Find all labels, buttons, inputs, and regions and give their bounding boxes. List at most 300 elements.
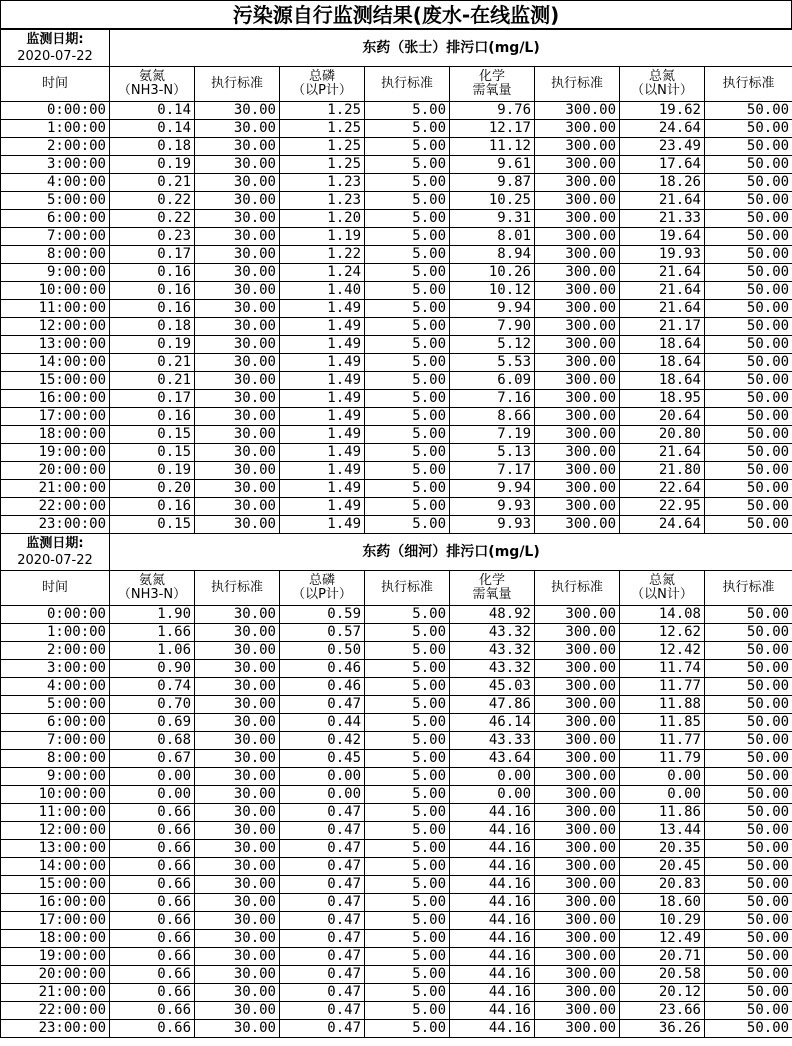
cell-nitrogen: 21.33 — [620, 210, 705, 228]
cell-cod-standard: 300.00 — [535, 642, 620, 660]
cell-ammonia: 0.14 — [110, 102, 195, 120]
column-header-ammonia-standard — [195, 67, 280, 102]
cell-ammonia-standard: 30.00 — [195, 660, 280, 678]
cell-nitrogen-standard: 50.00 — [705, 930, 792, 948]
cell-ammonia: 0.19 — [110, 156, 195, 174]
cell-cod-standard: 300.00 — [535, 390, 620, 408]
outlet-name: 东药（细河）排污口(mg/L) — [110, 534, 792, 571]
cell-cod: 44.16 — [450, 912, 535, 930]
cell-cod-standard: 300.00 — [535, 858, 620, 876]
cell-phosphorus: 1.49 — [280, 318, 365, 336]
cell-nitrogen-standard: 50.00 — [705, 228, 792, 246]
column-header-nitrogen — [620, 571, 705, 606]
cell-time: 10:00:00 — [1, 282, 110, 300]
table-row — [1, 786, 792, 804]
cell-phosphorus-standard: 5.00 — [365, 192, 450, 210]
cell-cod-standard: 300.00 — [535, 282, 620, 300]
cell-nitrogen-standard: 50.00 — [705, 138, 792, 156]
cell-phosphorus: 1.49 — [280, 354, 365, 372]
column-header-nitrogen-standard — [705, 67, 792, 102]
cell-phosphorus: 0.00 — [280, 768, 365, 786]
cell-phosphorus-standard: 5.00 — [365, 1002, 450, 1020]
cell-phosphorus: 0.44 — [280, 714, 365, 732]
cell-ammonia: 0.70 — [110, 696, 195, 714]
cell-ammonia: 0.66 — [110, 948, 195, 966]
column-header-phosphorus — [280, 67, 365, 102]
cell-phosphorus-standard: 5.00 — [365, 858, 450, 876]
table-row — [1, 822, 792, 840]
cell-phosphorus-standard: 5.00 — [365, 480, 450, 498]
cell-cod: 44.16 — [450, 840, 535, 858]
cell-phosphorus: 1.25 — [280, 138, 365, 156]
column-header-line1: 化学 — [478, 69, 505, 84]
table-row — [1, 462, 792, 480]
cell-ammonia-standard: 30.00 — [195, 1020, 280, 1038]
cell-phosphorus-standard: 5.00 — [365, 1020, 450, 1038]
column-header-cod-standard — [535, 571, 620, 606]
table-row — [1, 300, 792, 318]
column-header-phosphorus-standard — [365, 67, 450, 102]
cell-cod-standard: 300.00 — [535, 336, 620, 354]
column-header-phosphorus-standard — [365, 571, 450, 606]
cell-cod: 5.53 — [450, 354, 535, 372]
cell-time: 10:00:00 — [1, 786, 110, 804]
column-header-line2: 需氧量 — [472, 587, 512, 602]
cell-phosphorus-standard: 5.00 — [365, 624, 450, 642]
cell-nitrogen: 21.64 — [620, 282, 705, 300]
cell-nitrogen: 11.86 — [620, 804, 705, 822]
cell-ammonia: 0.17 — [110, 246, 195, 264]
cell-time: 4:00:00 — [1, 174, 110, 192]
cell-cod: 44.16 — [450, 948, 535, 966]
cell-cod-standard: 300.00 — [535, 264, 620, 282]
cell-ammonia: 0.66 — [110, 912, 195, 930]
cell-nitrogen-standard: 50.00 — [705, 984, 792, 1002]
cell-nitrogen-standard: 50.00 — [705, 732, 792, 750]
cell-cod: 44.16 — [450, 876, 535, 894]
table-row — [1, 840, 792, 858]
cell-phosphorus: 1.25 — [280, 120, 365, 138]
cell-nitrogen-standard: 50.00 — [705, 408, 792, 426]
monitor-date-label: 监测日期: — [26, 536, 84, 551]
cell-cod: 48.92 — [450, 606, 535, 624]
cell-time: 19:00:00 — [1, 948, 110, 966]
cell-cod-standard: 300.00 — [535, 174, 620, 192]
cell-ammonia: 1.06 — [110, 642, 195, 660]
cell-ammonia-standard: 30.00 — [195, 696, 280, 714]
cell-time: 3:00:00 — [1, 660, 110, 678]
cell-nitrogen-standard: 50.00 — [705, 318, 792, 336]
cell-phosphorus-standard: 5.00 — [365, 318, 450, 336]
monitoring-table — [0, 29, 792, 1038]
cell-phosphorus: 1.49 — [280, 444, 365, 462]
cell-ammonia-standard: 30.00 — [195, 264, 280, 282]
cell-phosphorus: 1.49 — [280, 336, 365, 354]
cell-time: 17:00:00 — [1, 408, 110, 426]
cell-nitrogen-standard: 50.00 — [705, 372, 792, 390]
cell-phosphorus: 0.47 — [280, 930, 365, 948]
cell-phosphorus-standard: 5.00 — [365, 246, 450, 264]
cell-phosphorus-standard: 5.00 — [365, 156, 450, 174]
cell-cod: 44.16 — [450, 804, 535, 822]
table-row — [1, 156, 792, 174]
cell-nitrogen: 17.64 — [620, 156, 705, 174]
table-row — [1, 426, 792, 444]
cell-cod-standard: 300.00 — [535, 462, 620, 480]
cell-nitrogen-standard: 50.00 — [705, 642, 792, 660]
table-row — [1, 264, 792, 282]
monitor-date-value: 2020-07-22 — [17, 553, 93, 568]
cell-nitrogen-standard: 50.00 — [705, 948, 792, 966]
cell-cod: 43.64 — [450, 750, 535, 768]
cell-phosphorus-standard: 5.00 — [365, 462, 450, 480]
cell-cod: 9.93 — [450, 516, 535, 534]
column-header-line2: （以P计） — [292, 83, 352, 98]
cell-ammonia-standard: 30.00 — [195, 300, 280, 318]
cell-ammonia: 0.90 — [110, 660, 195, 678]
cell-cod: 9.87 — [450, 174, 535, 192]
column-header-line1: 执行标准 — [722, 76, 775, 91]
cell-phosphorus: 0.47 — [280, 912, 365, 930]
monitor-date-cell — [1, 534, 110, 571]
cell-ammonia: 0.68 — [110, 732, 195, 750]
cell-cod-standard: 300.00 — [535, 354, 620, 372]
cell-phosphorus-standard: 5.00 — [365, 300, 450, 318]
cell-ammonia: 0.23 — [110, 228, 195, 246]
cell-ammonia-standard: 30.00 — [195, 228, 280, 246]
cell-ammonia-standard: 30.00 — [195, 156, 280, 174]
cell-nitrogen: 24.64 — [620, 516, 705, 534]
cell-ammonia-standard: 30.00 — [195, 966, 280, 984]
cell-phosphorus-standard: 5.00 — [365, 120, 450, 138]
cell-ammonia: 0.16 — [110, 282, 195, 300]
cell-ammonia-standard: 30.00 — [195, 426, 280, 444]
cell-cod-standard: 300.00 — [535, 624, 620, 642]
cell-ammonia: 0.66 — [110, 858, 195, 876]
cell-nitrogen: 21.64 — [620, 264, 705, 282]
cell-phosphorus-standard: 5.00 — [365, 372, 450, 390]
cell-cod: 5.13 — [450, 444, 535, 462]
cell-cod: 9.93 — [450, 498, 535, 516]
cell-nitrogen: 11.74 — [620, 660, 705, 678]
column-header-line1: 执行标准 — [210, 76, 263, 91]
cell-cod-standard: 300.00 — [535, 606, 620, 624]
cell-time: 5:00:00 — [1, 696, 110, 714]
cell-cod: 44.16 — [450, 1020, 535, 1038]
cell-cod: 8.94 — [450, 246, 535, 264]
cell-nitrogen: 20.80 — [620, 426, 705, 444]
cell-time: 2:00:00 — [1, 642, 110, 660]
cell-cod-standard: 300.00 — [535, 804, 620, 822]
table-row — [1, 192, 792, 210]
cell-ammonia: 0.00 — [110, 786, 195, 804]
cell-nitrogen: 18.26 — [620, 174, 705, 192]
cell-time: 13:00:00 — [1, 336, 110, 354]
cell-ammonia: 0.74 — [110, 678, 195, 696]
table-row — [1, 516, 792, 534]
cell-time: 18:00:00 — [1, 426, 110, 444]
cell-cod: 43.32 — [450, 624, 535, 642]
cell-ammonia-standard: 30.00 — [195, 768, 280, 786]
cell-time: 6:00:00 — [1, 210, 110, 228]
cell-phosphorus: 0.00 — [280, 786, 365, 804]
cell-phosphorus-standard: 5.00 — [365, 642, 450, 660]
cell-cod: 8.01 — [450, 228, 535, 246]
cell-phosphorus: 1.49 — [280, 480, 365, 498]
column-header-line1: 总磷 — [308, 573, 335, 588]
table-row — [1, 858, 792, 876]
cell-time: 12:00:00 — [1, 822, 110, 840]
cell-phosphorus: 1.49 — [280, 372, 365, 390]
cell-time: 19:00:00 — [1, 444, 110, 462]
cell-ammonia: 0.66 — [110, 1002, 195, 1020]
cell-ammonia-standard: 30.00 — [195, 102, 280, 120]
table-row — [1, 732, 792, 750]
cell-cod: 7.17 — [450, 462, 535, 480]
cell-nitrogen: 18.60 — [620, 894, 705, 912]
cell-cod-standard: 300.00 — [535, 840, 620, 858]
cell-cod-standard: 300.00 — [535, 1020, 620, 1038]
column-header-cod-standard — [535, 67, 620, 102]
cell-phosphorus: 0.50 — [280, 642, 365, 660]
cell-nitrogen: 0.00 — [620, 786, 705, 804]
cell-phosphorus-standard: 5.00 — [365, 804, 450, 822]
cell-ammonia: 0.18 — [110, 318, 195, 336]
column-header-line1: 化学 — [478, 573, 505, 588]
cell-phosphorus-standard: 5.00 — [365, 174, 450, 192]
column-header-time — [1, 571, 110, 606]
cell-nitrogen: 20.58 — [620, 966, 705, 984]
cell-nitrogen-standard: 50.00 — [705, 768, 792, 786]
table-row — [1, 1020, 792, 1038]
cell-ammonia-standard: 30.00 — [195, 210, 280, 228]
cell-phosphorus: 1.49 — [280, 390, 365, 408]
table-row — [1, 228, 792, 246]
cell-cod-standard: 300.00 — [535, 444, 620, 462]
cell-cod-standard: 300.00 — [535, 228, 620, 246]
cell-time: 11:00:00 — [1, 300, 110, 318]
cell-nitrogen-standard: 50.00 — [705, 246, 792, 264]
cell-ammonia: 0.66 — [110, 876, 195, 894]
column-header-nitrogen-standard — [705, 571, 792, 606]
cell-phosphorus: 0.45 — [280, 750, 365, 768]
cell-nitrogen: 20.12 — [620, 984, 705, 1002]
cell-nitrogen: 12.62 — [620, 624, 705, 642]
cell-cod: 43.33 — [450, 732, 535, 750]
cell-cod-standard: 300.00 — [535, 138, 620, 156]
cell-ammonia-standard: 30.00 — [195, 372, 280, 390]
table-row — [1, 246, 792, 264]
cell-nitrogen: 18.95 — [620, 390, 705, 408]
cell-cod-standard: 300.00 — [535, 516, 620, 534]
cell-time: 20:00:00 — [1, 966, 110, 984]
cell-nitrogen: 13.44 — [620, 822, 705, 840]
cell-time: 21:00:00 — [1, 480, 110, 498]
cell-nitrogen-standard: 50.00 — [705, 210, 792, 228]
cell-ammonia-standard: 30.00 — [195, 984, 280, 1002]
table-row — [1, 1002, 792, 1020]
cell-phosphorus: 1.40 — [280, 282, 365, 300]
cell-ammonia-standard: 30.00 — [195, 444, 280, 462]
cell-phosphorus-standard: 5.00 — [365, 678, 450, 696]
cell-nitrogen: 12.49 — [620, 930, 705, 948]
cell-nitrogen-standard: 50.00 — [705, 696, 792, 714]
cell-phosphorus-standard: 5.00 — [365, 822, 450, 840]
column-header-line1: 氨氮 — [138, 573, 165, 588]
cell-nitrogen-standard: 50.00 — [705, 966, 792, 984]
cell-cod: 10.26 — [450, 264, 535, 282]
cell-nitrogen-standard: 50.00 — [705, 894, 792, 912]
cell-phosphorus: 0.47 — [280, 822, 365, 840]
cell-time: 20:00:00 — [1, 462, 110, 480]
cell-cod-standard: 300.00 — [535, 102, 620, 120]
column-header-line2: （以N计） — [631, 587, 693, 602]
cell-ammonia: 0.22 — [110, 192, 195, 210]
table-row — [1, 750, 792, 768]
table-row — [1, 714, 792, 732]
cell-nitrogen-standard: 50.00 — [705, 354, 792, 372]
cell-nitrogen-standard: 50.00 — [705, 624, 792, 642]
cell-ammonia: 0.21 — [110, 372, 195, 390]
cell-phosphorus: 0.47 — [280, 804, 365, 822]
cell-nitrogen-standard: 50.00 — [705, 858, 792, 876]
cell-ammonia: 0.66 — [110, 804, 195, 822]
cell-cod-standard: 300.00 — [535, 372, 620, 390]
cell-time: 15:00:00 — [1, 372, 110, 390]
column-header-line1: 执行标准 — [380, 580, 433, 595]
column-header-ammonia — [110, 571, 195, 606]
cell-ammonia-standard: 30.00 — [195, 516, 280, 534]
cell-phosphorus-standard: 5.00 — [365, 426, 450, 444]
cell-ammonia: 0.15 — [110, 426, 195, 444]
cell-ammonia-standard: 30.00 — [195, 606, 280, 624]
cell-ammonia: 0.66 — [110, 840, 195, 858]
cell-nitrogen-standard: 50.00 — [705, 282, 792, 300]
table-row — [1, 102, 792, 120]
cell-nitrogen: 11.85 — [620, 714, 705, 732]
cell-ammonia: 0.67 — [110, 750, 195, 768]
cell-ammonia: 0.14 — [110, 120, 195, 138]
cell-nitrogen: 14.08 — [620, 606, 705, 624]
cell-cod: 44.16 — [450, 984, 535, 1002]
column-header-line1: 执行标准 — [380, 76, 433, 91]
cell-phosphorus: 1.49 — [280, 408, 365, 426]
cell-nitrogen: 21.64 — [620, 300, 705, 318]
cell-cod-standard: 300.00 — [535, 912, 620, 930]
cell-phosphorus: 0.47 — [280, 1002, 365, 1020]
cell-phosphorus: 1.25 — [280, 102, 365, 120]
cell-time: 21:00:00 — [1, 984, 110, 1002]
cell-time: 17:00:00 — [1, 912, 110, 930]
cell-ammonia-standard: 30.00 — [195, 336, 280, 354]
cell-nitrogen: 23.49 — [620, 138, 705, 156]
cell-cod: 0.00 — [450, 768, 535, 786]
table-body — [1, 30, 792, 1038]
cell-phosphorus-standard: 5.00 — [365, 606, 450, 624]
cell-phosphorus-standard: 5.00 — [365, 930, 450, 948]
cell-cod-standard: 300.00 — [535, 786, 620, 804]
cell-ammonia: 0.66 — [110, 984, 195, 1002]
cell-nitrogen-standard: 50.00 — [705, 192, 792, 210]
cell-time: 1:00:00 — [1, 120, 110, 138]
cell-cod-standard: 300.00 — [535, 318, 620, 336]
cell-nitrogen: 21.80 — [620, 462, 705, 480]
cell-phosphorus-standard: 5.00 — [365, 498, 450, 516]
cell-ammonia-standard: 30.00 — [195, 804, 280, 822]
table-row — [1, 912, 792, 930]
table-row — [1, 624, 792, 642]
cell-nitrogen-standard: 50.00 — [705, 426, 792, 444]
cell-cod-standard: 300.00 — [535, 120, 620, 138]
table-row — [1, 768, 792, 786]
cell-cod: 6.09 — [450, 372, 535, 390]
cell-nitrogen: 19.93 — [620, 246, 705, 264]
cell-cod: 8.66 — [450, 408, 535, 426]
cell-ammonia-standard: 30.00 — [195, 894, 280, 912]
cell-nitrogen: 11.77 — [620, 732, 705, 750]
table-row — [1, 444, 792, 462]
column-header-line1: 执行标准 — [210, 580, 263, 595]
table-row — [1, 174, 792, 192]
cell-ammonia-standard: 30.00 — [195, 1002, 280, 1020]
column-header-line2: （NH3-N） — [117, 83, 187, 98]
cell-time: 5:00:00 — [1, 192, 110, 210]
cell-ammonia-standard: 30.00 — [195, 462, 280, 480]
cell-nitrogen-standard: 50.00 — [705, 750, 792, 768]
cell-phosphorus-standard: 5.00 — [365, 336, 450, 354]
cell-phosphorus-standard: 5.00 — [365, 516, 450, 534]
cell-nitrogen: 23.66 — [620, 1002, 705, 1020]
cell-phosphorus-standard: 5.00 — [365, 408, 450, 426]
cell-ammonia: 0.66 — [110, 894, 195, 912]
cell-nitrogen: 24.64 — [620, 120, 705, 138]
cell-ammonia-standard: 30.00 — [195, 408, 280, 426]
table-row — [1, 120, 792, 138]
cell-cod: 44.16 — [450, 966, 535, 984]
table-row — [1, 948, 792, 966]
column-header-cod — [450, 571, 535, 606]
cell-time: 14:00:00 — [1, 354, 110, 372]
table-row — [1, 318, 792, 336]
cell-nitrogen: 21.64 — [620, 444, 705, 462]
cell-cod-standard: 300.00 — [535, 750, 620, 768]
cell-cod: 10.25 — [450, 192, 535, 210]
cell-phosphorus-standard: 5.00 — [365, 840, 450, 858]
cell-nitrogen-standard: 50.00 — [705, 822, 792, 840]
cell-phosphorus-standard: 5.00 — [365, 696, 450, 714]
cell-ammonia-standard: 30.00 — [195, 642, 280, 660]
table-row — [1, 336, 792, 354]
cell-phosphorus-standard: 5.00 — [365, 876, 450, 894]
cell-time: 22:00:00 — [1, 498, 110, 516]
cell-cod-standard: 300.00 — [535, 1002, 620, 1020]
cell-ammonia: 0.66 — [110, 930, 195, 948]
cell-ammonia: 0.00 — [110, 768, 195, 786]
cell-cod: 0.00 — [450, 786, 535, 804]
cell-nitrogen-standard: 50.00 — [705, 804, 792, 822]
cell-ammonia-standard: 30.00 — [195, 480, 280, 498]
cell-ammonia-standard: 30.00 — [195, 714, 280, 732]
report-title: 污染源自行监测结果(废水-在线监测) — [0, 0, 792, 29]
table-row — [1, 984, 792, 1002]
table-row — [1, 660, 792, 678]
cell-cod: 7.16 — [450, 390, 535, 408]
table-row — [1, 876, 792, 894]
column-header-ammonia — [110, 67, 195, 102]
cell-ammonia-standard: 30.00 — [195, 498, 280, 516]
cell-cod: 44.16 — [450, 930, 535, 948]
cell-time: 9:00:00 — [1, 264, 110, 282]
